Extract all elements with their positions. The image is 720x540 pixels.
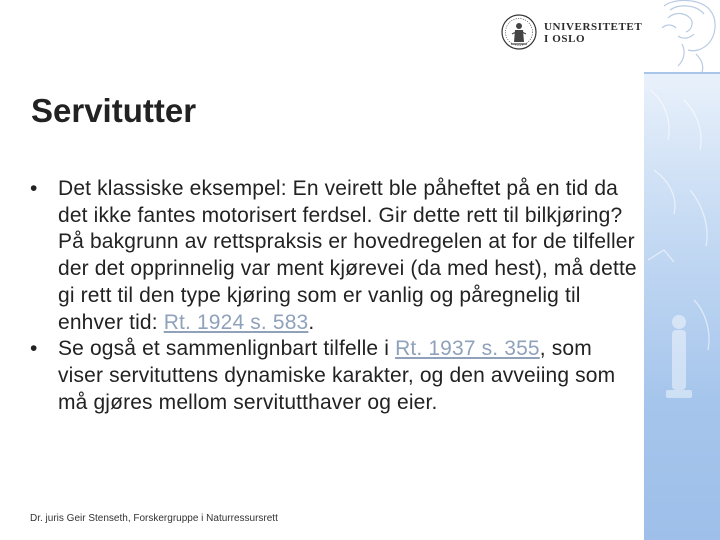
university-name-line1: UNIVERSITETET <box>544 21 643 33</box>
university-name <box>544 22 642 45</box>
bullet-text-end: . <box>308 310 315 334</box>
bullet-dot: • <box>30 177 38 200</box>
footer-author: Dr. juris Geir Stenseth, Forskergruppe i Naturressursrett <box>30 513 278 524</box>
bullet-item <box>30 176 640 336</box>
statue-silhouette-icon <box>644 0 720 540</box>
bullet-text: Det klassiske eksempel: En veirett ble påheftet på en tid da det ikke fantes motorisert ferdsel. Gir dette rett til bilkjøring? På bakgrunn av rettspraksis er hovedregelen at for de tilfeller der det opprinnelig var ment kjørevei (da med hest), må dette gi rett til den type kjøring som er vanlig og påregnelig til enhver tid: <box>58 177 637 334</box>
bullet-list <box>30 176 640 416</box>
bullet-dot: • <box>30 337 38 361</box>
case-link-rt-1924[interactable]: Rt. 1924 s. 583 <box>163 310 309 334</box>
decorative-side-band <box>644 0 720 540</box>
university-name-line2: I OSLO <box>544 33 586 45</box>
slide-title: Servitutter <box>31 92 197 129</box>
bullet-text: Se også et sammenlignbart tilfelle i <box>58 337 396 361</box>
university-logo <box>500 12 643 52</box>
bullet-text-end: , som viser servituttens dynamiske karakter, og den avveiing som må gjøres mellom servitutthaver og eier. <box>58 337 616 414</box>
case-link-rt-1937[interactable]: Rt. 1937 s. 355 <box>395 337 540 361</box>
bullet-item <box>30 336 640 416</box>
university-seal-icon <box>500 12 538 52</box>
